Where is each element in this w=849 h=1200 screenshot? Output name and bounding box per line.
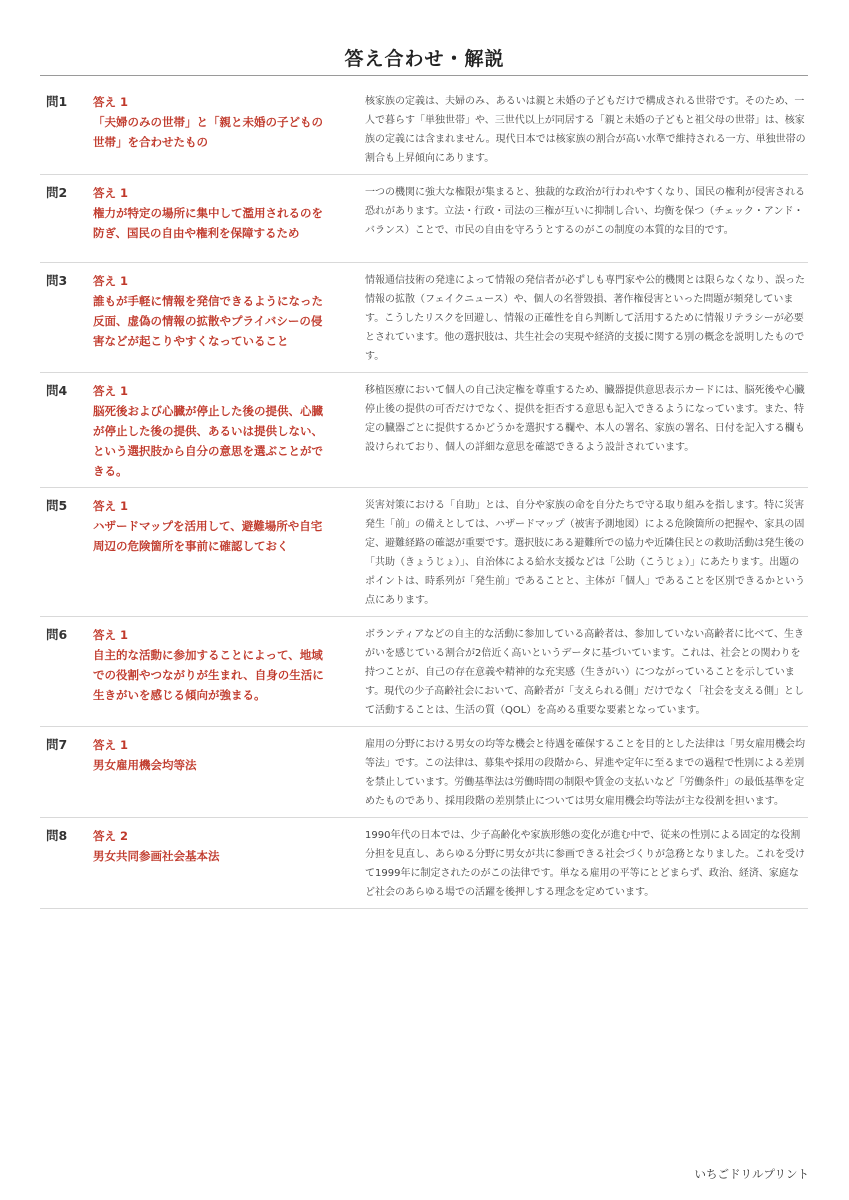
answer-label: 答え 2 — [93, 829, 129, 843]
question-row-4 — [40, 373, 808, 488]
answer-text: 権力が特定の場所に集中して濫用されるのを防ぎ、国民の自由や権利を保障するため — [93, 206, 323, 240]
answer-text: 男女雇用機会均等法 — [93, 758, 197, 772]
explanation-text: 1990年代の日本では、少子高齢化や家族形態の変化が進む中で、従来の性別による固定的な役割分担を見直し、あらゆる分野に男女が共に参画できる社会づくりが急務となりました。これを受けて1999年に制定されたのがこの法律です。単なる雇用の平等にとどまらず、政治、経済、家庭など社会のあらゆる場での活躍を後押しする理念を定めています。 — [365, 830, 805, 898]
answer-text: ハザードマップを活用して、避難場所や自宅周辺の危険箇所を事前に確認しておく — [93, 519, 323, 553]
explanation-text: 雇用の分野における男女の均等な機会と待遇を確保することを目的とした法律は「男女雇用機会均等法」です。この法律は、募集や採用の段階から、昇進や定年に至るまでの過程で性別による差別を禁止しています。労働基準法は労働時間の制限や賃金の支払いなど「労働条件」の最低基準を定めたものであり、採用段階の差別禁止については男女雇用機会均等法が主な役割を担います。 — [365, 739, 805, 807]
answer-text: 脳死後および心臓が停止した後の提供、心臓が停止した後の提供、あるいは提供しない、という選択肢から自分の意思を選ぶことができる。 — [93, 404, 323, 478]
question-row-7 — [40, 727, 808, 818]
question-row-5 — [40, 488, 808, 617]
answer-block — [93, 826, 329, 902]
answer-label: 答え 1 — [93, 384, 129, 398]
explanation-text: 移植医療において個人の自己決定権を尊重するため、臓器提供意思表示カードには、脳死後や心臓停止後の提供の可否だけでなく、提供を拒否する意思も記入できるようになっています。また、特定の臓器ごとに提供するかどうかを選択する欄や、本人の署名、家族の署名、日付を記入する欄も設けられており、個人の詳細な意思を確認できるよう設計されています。 — [365, 385, 805, 453]
answer-block — [93, 183, 329, 256]
answer-label: 答え 1 — [93, 186, 129, 200]
explanation-text: 一つの機関に強大な権限が集まると、独裁的な政治が行われやすくなり、国民の権利が侵害される恐れがあります。立法・行政・司法の三権が互いに抑制し合い、均衡を保つ（チェック・アンド・バランス）ことで、市民の自由を守ろうとするのがこの制度の本質的な目的です。 — [365, 187, 805, 236]
answer-block — [93, 271, 329, 366]
explanation-text: ボランティアなどの自主的な活動に参加している高齢者は、参加していない高齢者に比べて、生きがいを感じている割合が2倍近く高いというデータに基づいています。これは、社会との関わりを持つことが、自己の存在意義や精神的な充実感（生きがい）につながっていることを示しています。現代の少子高齢社会において、高齢者が「支えられる側」だけでなく「社会を支える側」として活動することは、生活の質（QOL）を高める重要な要素となっています。 — [365, 629, 804, 716]
page-title: 答え合わせ・解説 — [344, 48, 505, 70]
question-number: 問8 — [46, 828, 68, 843]
answer-label: 答え 1 — [93, 499, 129, 513]
question-row-3 — [40, 263, 808, 373]
answer-text: 誰もが手軽に情報を発信できるようになった反面、虚偽の情報の拡散やプライバシーの侵害などが起こりやすくなっていること — [93, 294, 323, 348]
answer-text: 「夫婦のみの世帯」と「親と未婚の子どもの世帯」を合わせたもの — [93, 115, 323, 149]
question-row-2 — [40, 175, 808, 263]
answer-block — [93, 735, 329, 811]
question-row-6 — [40, 617, 808, 727]
question-number: 問3 — [46, 273, 68, 288]
answer-label: 答え 1 — [93, 738, 129, 752]
question-number: 問2 — [46, 185, 68, 200]
question-row-1 — [40, 84, 808, 175]
explanation-text: 核家族の定義は、夫婦のみ、あるいは親と未婚の子どもだけで構成される世帯です。そのため、一人で暮らす「単独世帯」や、三世代以上が同居する「親と未婚の子どもと祖父母の世帯」は、核家族の定義には含まれません。現代日本では核家族の割合が高い水準で維持される一方、単独世帯の割合も上昇傾向にあります。 — [365, 96, 806, 164]
footer-brand: いちごドリルプリント — [694, 1167, 809, 1181]
question-number: 問5 — [46, 498, 68, 513]
answer-block — [93, 496, 329, 610]
answer-block — [93, 625, 329, 720]
answer-text: 自主的な活動に参加することによって、地域での役割やつながりが生まれ、自身の生活に生きがいを感じる傾向が強まる。 — [93, 648, 324, 702]
explanation-text: 災害対策における「自助」とは、自分や家族の命を自分たちで守る取り組みを指します。特に災害発生「前」の備えとしては、ハザードマップ（被害予測地図）による危険箇所の把握や、家具の固定、避難経路の確認が重要です。選択肢にある避難所での協力や近隣住民との救助活動は発生後の「共助（きょうじょ）」、自治体による給水支援などは「公助（こうじょ）」にあたります。出題のポイントは、時系列が「発生前」であることと、主体が「個人」であることを区別できるかという点にあります。 — [365, 500, 805, 606]
question-row-8 — [40, 818, 808, 909]
question-number: 問6 — [46, 627, 68, 642]
title-divider — [40, 75, 808, 76]
answer-text: 男女共同参画社会基本法 — [93, 849, 220, 863]
answer-label: 答え 1 — [93, 274, 129, 288]
question-number: 問7 — [46, 737, 68, 752]
answer-list — [40, 84, 808, 909]
explanation-text: 情報通信技術の発達によって情報の発信者が必ずしも専門家や公的機関とは限らなくなり、誤った情報の拡散（フェイクニュース）や、個人の名誉毀損、著作権侵害といった問題が頻発しています。こうしたリスクを回避し、情報の正確性を自ら判断して活用するために情報リテラシーが必要とされています。他の選択肢は、共生社会の実現や経済的支援に関する別の概念を説明したものです。 — [365, 275, 805, 362]
answer-label: 答え 1 — [93, 95, 129, 109]
question-number: 問1 — [46, 94, 68, 109]
question-number: 問4 — [46, 383, 68, 398]
answer-label: 答え 1 — [93, 628, 129, 642]
answer-block — [93, 92, 329, 168]
answer-block — [93, 381, 329, 481]
